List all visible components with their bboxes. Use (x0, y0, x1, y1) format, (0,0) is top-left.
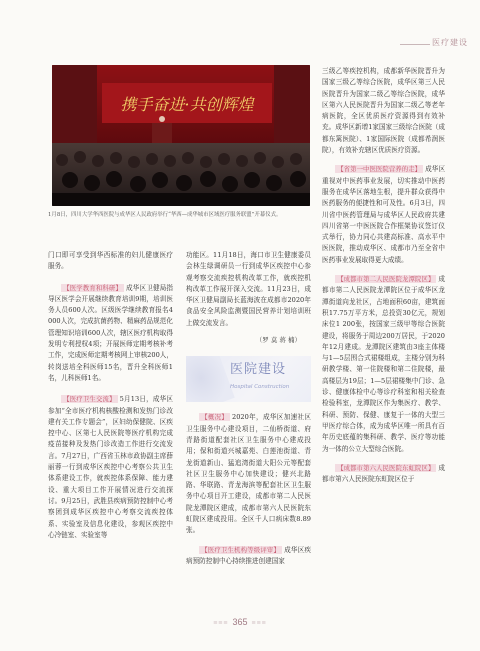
paragraph: 【 医学教育和科研 】 成华区卫健局指导区医学会开展继续教育培训9期，培训医务人员600人次。区级医学继续教育报名4 000人次，完成抗菌药物、精麻药品规范化管理知识培训600人次，辖区医疗机构取得发明专利授权4项；开展医师定期考核补考工作，完成医师定期考核网上审核200人，转岗送培全科医师15名，晋升全科医师1名，儿科医师1名。 (48, 283, 173, 385)
paragraph: 【 省第一中医医院营养的走 】 成华区重视对中医药事业发展，切实推动中医药服务在成华区落地生根，提升群众获得中医药服务的便捷性和可及性。6月3日，四川省中医药管理局与成华区人民政府共建四川省第一中医医院合作框架协议签订仪式举行，协力同心共建高标准、高水平中医医院，推动成华区、成都市乃至全省中医药事业发展取得更大成绩。 (322, 164, 445, 266)
header-rule (400, 44, 430, 45)
column-3 (322, 66, 445, 485)
paragraph: 【 概况 】 2020年，成华区加速社区卫生服务中心建设项目，二仙桥街道、府青路街道配套社区卫生服务中心建成投用；保和街道兴城嘉苑、白莲池街道、青龙街道新山、猛追湾街道大阳公元等配套社区卫生服务中心加快建设；健兴北路路、华联路、青龙海滨等配套社区卫生服务中心项目开工建设，成都市第二人民医院龙潭院区建成，成都市第六人民医院东虹院区建成投用。全区千人口病床数8.89张。 (186, 412, 311, 536)
event-photo (52, 65, 310, 206)
page-number: ≡≡≡ 365 ≡≡≡ (213, 617, 267, 627)
stage-banner-text: 携手奋进·共创辉煌 (120, 95, 254, 114)
paragraph: 【 成都市第二人民医院龙潭院区 】 成都市第二人民医院龙潭院区位于成华区龙潭街道向龙社区，占地面积60亩，建筑面积17.75万平方米，总投资30亿元，规划床位1 200张，按国家三级甲等综合医院建设，将服务于周边200万居民，于2020年12月建成。龙潭院区建筑由3座主体楼与1—5层围合式裙楼组成，主楼分别为科研教学楼、第一住院楼和第二住院楼，最高楼层为19层；1—5层裙楼集中门诊、急诊、健康体检中心等诊疗科室和相关检查检验科室，龙潭院区作为集医疗、教学、科研、预防、保健、康复于一体的大型三甲医疗综合体，成为成华区唯一所具有百年历史底蕴的集科研、教学、医疗等功能为一体的公立大型综合医院。 (322, 274, 445, 455)
column-1 (48, 250, 173, 541)
subheading-tag: 【 概况 】 (199, 413, 230, 421)
subheading-tag: 【 医疗卫生机构等级评审 】 (199, 546, 282, 554)
paragraph: 功能区。11月18日，海口市卫生健康委员会林生绿调研员一行到成华区疾控中心参观考察交流疾控机构改革工作，就疾控机构改革工作展开深入交流。11月23日，成华区卫健局副局长蓝海波在成都市2020年食品安全风险监测暨国民营养计划培训班上做交流发言。 (186, 251, 311, 327)
photo-caption: 1月8日，四川大学华西医院与成华区人民政府举行“华西—成华城市区域医疗服务联盟”开幕仪式。 (48, 212, 282, 218)
subheading-tag: 【 医学教育和科研 】 (61, 284, 124, 292)
column-2 (186, 250, 311, 567)
subheading-tag: 【 成都市第二人民医院龙潭院区 】 (335, 275, 436, 283)
paragraph: 三级乙等疾控机构，成都新华医院晋升为国家三级乙等综合医院，成华区第三人民医院晋升为国家二级乙等综合医院，成华区第六人民医院晋升为国家二级乙等老年病医院，全区优质医疗资源得到有效补充。成华区新增1家国家三级综合医院（成都东篱医院）、1家国际医院（成都希润医院），有效补充辖区优质医疗资源。 (322, 67, 445, 155)
paragraph: 【 医疗卫生交流 】 5月13日，成华区参加“全市医疗机构核酸检测和发热门诊改建有关工作专题会”，区妇幼保健院、区疾控中心、区第七人民医院等医疗机构完成疫苗接种及发热门诊改造工作进行交流发言。7月27日，广西省玉林市政协副主席薛丽蓉一行到成华区疾控中心考察公共卫生体系建设工作，就疾控体系保障、能力建设、重大项目工作开展情况进行交流探讨。9月25日，武胜县疾病预防控制中心考察团到成华区疾控中心考察交流疾控体系、实验室及信息化建设，参观区疾控中心冷链室、实验室等 (48, 394, 173, 541)
banner-decoration (186, 356, 235, 402)
section-title: 医疗建设 (432, 38, 468, 47)
subheading-tag: 【 省第一中医医院营养的走 】 (335, 165, 423, 173)
paragraph: 门口即可享受到华西标准的妇儿健康医疗服务。 (48, 251, 173, 271)
subheading-tag: 【 医疗卫生交流 】 (61, 395, 117, 403)
page-number-decoration: ≡≡≡ (251, 620, 267, 627)
author-signature: （罗 莫 蒋 楠） (255, 336, 301, 345)
subheading-tag: 【 成都市第六人民医院东虹院区 】 (335, 464, 436, 472)
paragraph: 【 成都市第六人民医院东虹院区 】 成都市第六人民医院东虹院区位于 (322, 463, 445, 486)
page-number-decoration: ≡≡≡ (213, 620, 229, 627)
banner-title: 医院建设 (230, 362, 287, 378)
paragraph: 【 医疗卫生机构等级评审 】 成华区疾病预防控制中心持续推进创建国家 (186, 545, 311, 568)
banner-subtitle: Hospital Construction (230, 384, 290, 391)
section-banner (186, 356, 311, 402)
